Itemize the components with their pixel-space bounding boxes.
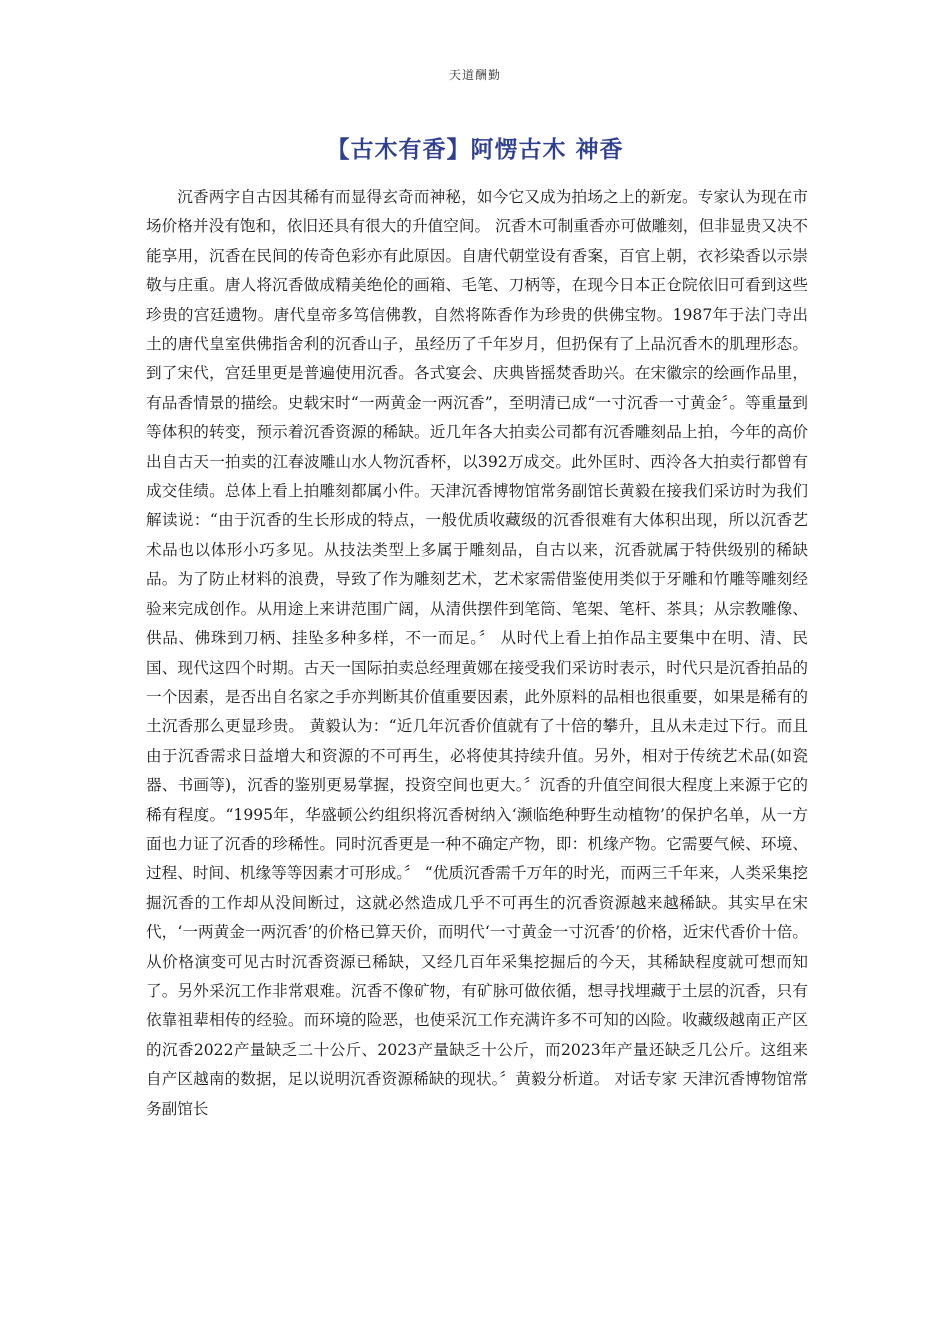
- article-title: 【古木有香】阿愣古木 神香: [326, 137, 624, 163]
- article-body: 沉香两字自古因其稀有而显得玄奇而神秘，如今它又成为拍场之上的新宠。专家认为现在市场价格并没有饱和，依旧还具有很大的升值空间。 沉香木可制重香亦可做雕刻，但非显贵又决不能享用，沉香在民间的传奇色彩亦有此原因。自唐代朝堂设有香案，百官上朝，衣衫染香以示崇敬与庄重。唐人将沉香做成精美绝伦的画箱、毛笔、刀柄等，在现今日本正仓院依旧可看到这些珍贵的宫廷遗物。唐代皇帝多笃信佛教，自然将陈香作为珍贵的供佛宝物。1987年于法门寺出土的唐代皇室供佛指舍利的沉香山子，虽经历了千年岁月，但扔保有了上品沉香木的肌理形态。 到了宋代，宫廷里更是普遍使用沉香。各式宴会、庆典皆摇焚香助兴。在宋徽宗的绘画作品里，有品香情景的描绘。史载宋时“一两黄金一两沉香”，至明清已成“一寸沉香一寸黄金〞。等重量到等体积的转变，预示着沉香资源的稀缺。近几年各大拍卖公司都有沉香雕刻品上拍，今年的高价出自古天一拍卖的江春波雕山水人物沉香杯，以392万成交。此外匡时、西泠各大拍卖行都曾有成交佳绩。总体上看上拍雕刻都属小件。天津沉香博物馆常务副馆长黄毅在接我们采访时为我们解读说：“由于沉香的生长形成的特点，一般优质收藏级的沉香很难有大体积出现，所以沉香艺术品也以体形小巧多见。从技法类型上多属于雕刻品，自古以来，沉香就属于特供级别的稀缺品。为了防止材料的浪费，导致了作为雕刻艺术，艺术家需借鉴使用类似于牙雕和竹雕等雕刻经验来完成创作。从用途上来讲范围广阔，从清供摆件到笔筒、笔架、笔杆、茶具；从宗教雕像、供品、佛珠到刀柄、挂坠多种多样，不一而足。〞 从时代上看上拍作品主要集中在明、清、民国、现代这四个时期。古天一国际拍卖总经理黄娜在接受我们采访时表示，时代只是沉香拍品的一个因素，是否出自名家之手亦判断其价值重要因素，此外原料的品相也很重要，如果是稀有的土沉香那么更显珍贵。 黄毅认为：“近几年沉香价值就有了十倍的攀升，且从未走过下行。而且由于沉香需求日益增大和资源的不可再生，必将使其持续升值。另外，相对于传统艺术品(如瓷器、书画等)，沉香的鉴别更易掌握，投资空间也更大。〞沉香的升值空间很大程度上来源于它的稀有程度。“1995年，华盛顿公约组织将沉香树纳入‘濒临绝种野生动植物’的保护名单，从一方面也力证了沉香的珍稀性。同时沉香更是一种不确定产物，即：机缘产物。它需要气候、环境、过程、时间、机缘等等因素才可形成。〞 “优质沉香需千万年的时光，而两三千年来，人类采集挖掘沉香的工作却从没间断过，这就必然造成几乎不可再生的沉香资源越来越稀缺。其实早在宋代，‘一两黄金一两沉香’的价格已算天价，而明代‘一寸黄金一寸沉香’的价格，近宋代香价十倍。从价格演变可见古时沉香资源已稀缺，又经几百年采集挖掘后的今天，其稀缺程度就可想而知了。另外采沉工作非常艰难。沉香不像矿物，有矿脉可做依循，想寻找埋藏于土层的沉香，只有依靠祖辈相传的经验。而环境的险恶，也使采沉工作充满许多不可知的凶险。收藏级越南正产区的沉香2022产量缺乏二十公斤、2023产量缺乏十公斤，而2023年产量还缺乏几公斤。这组来自产区越南的数据，足以说明沉香资源稀缺的现状。〞黄毅分析道。 对话专家 天津沉香博物馆常务副馆长: [146, 188, 808, 1118]
- page-header: 天道酬勤: [448, 68, 501, 82]
